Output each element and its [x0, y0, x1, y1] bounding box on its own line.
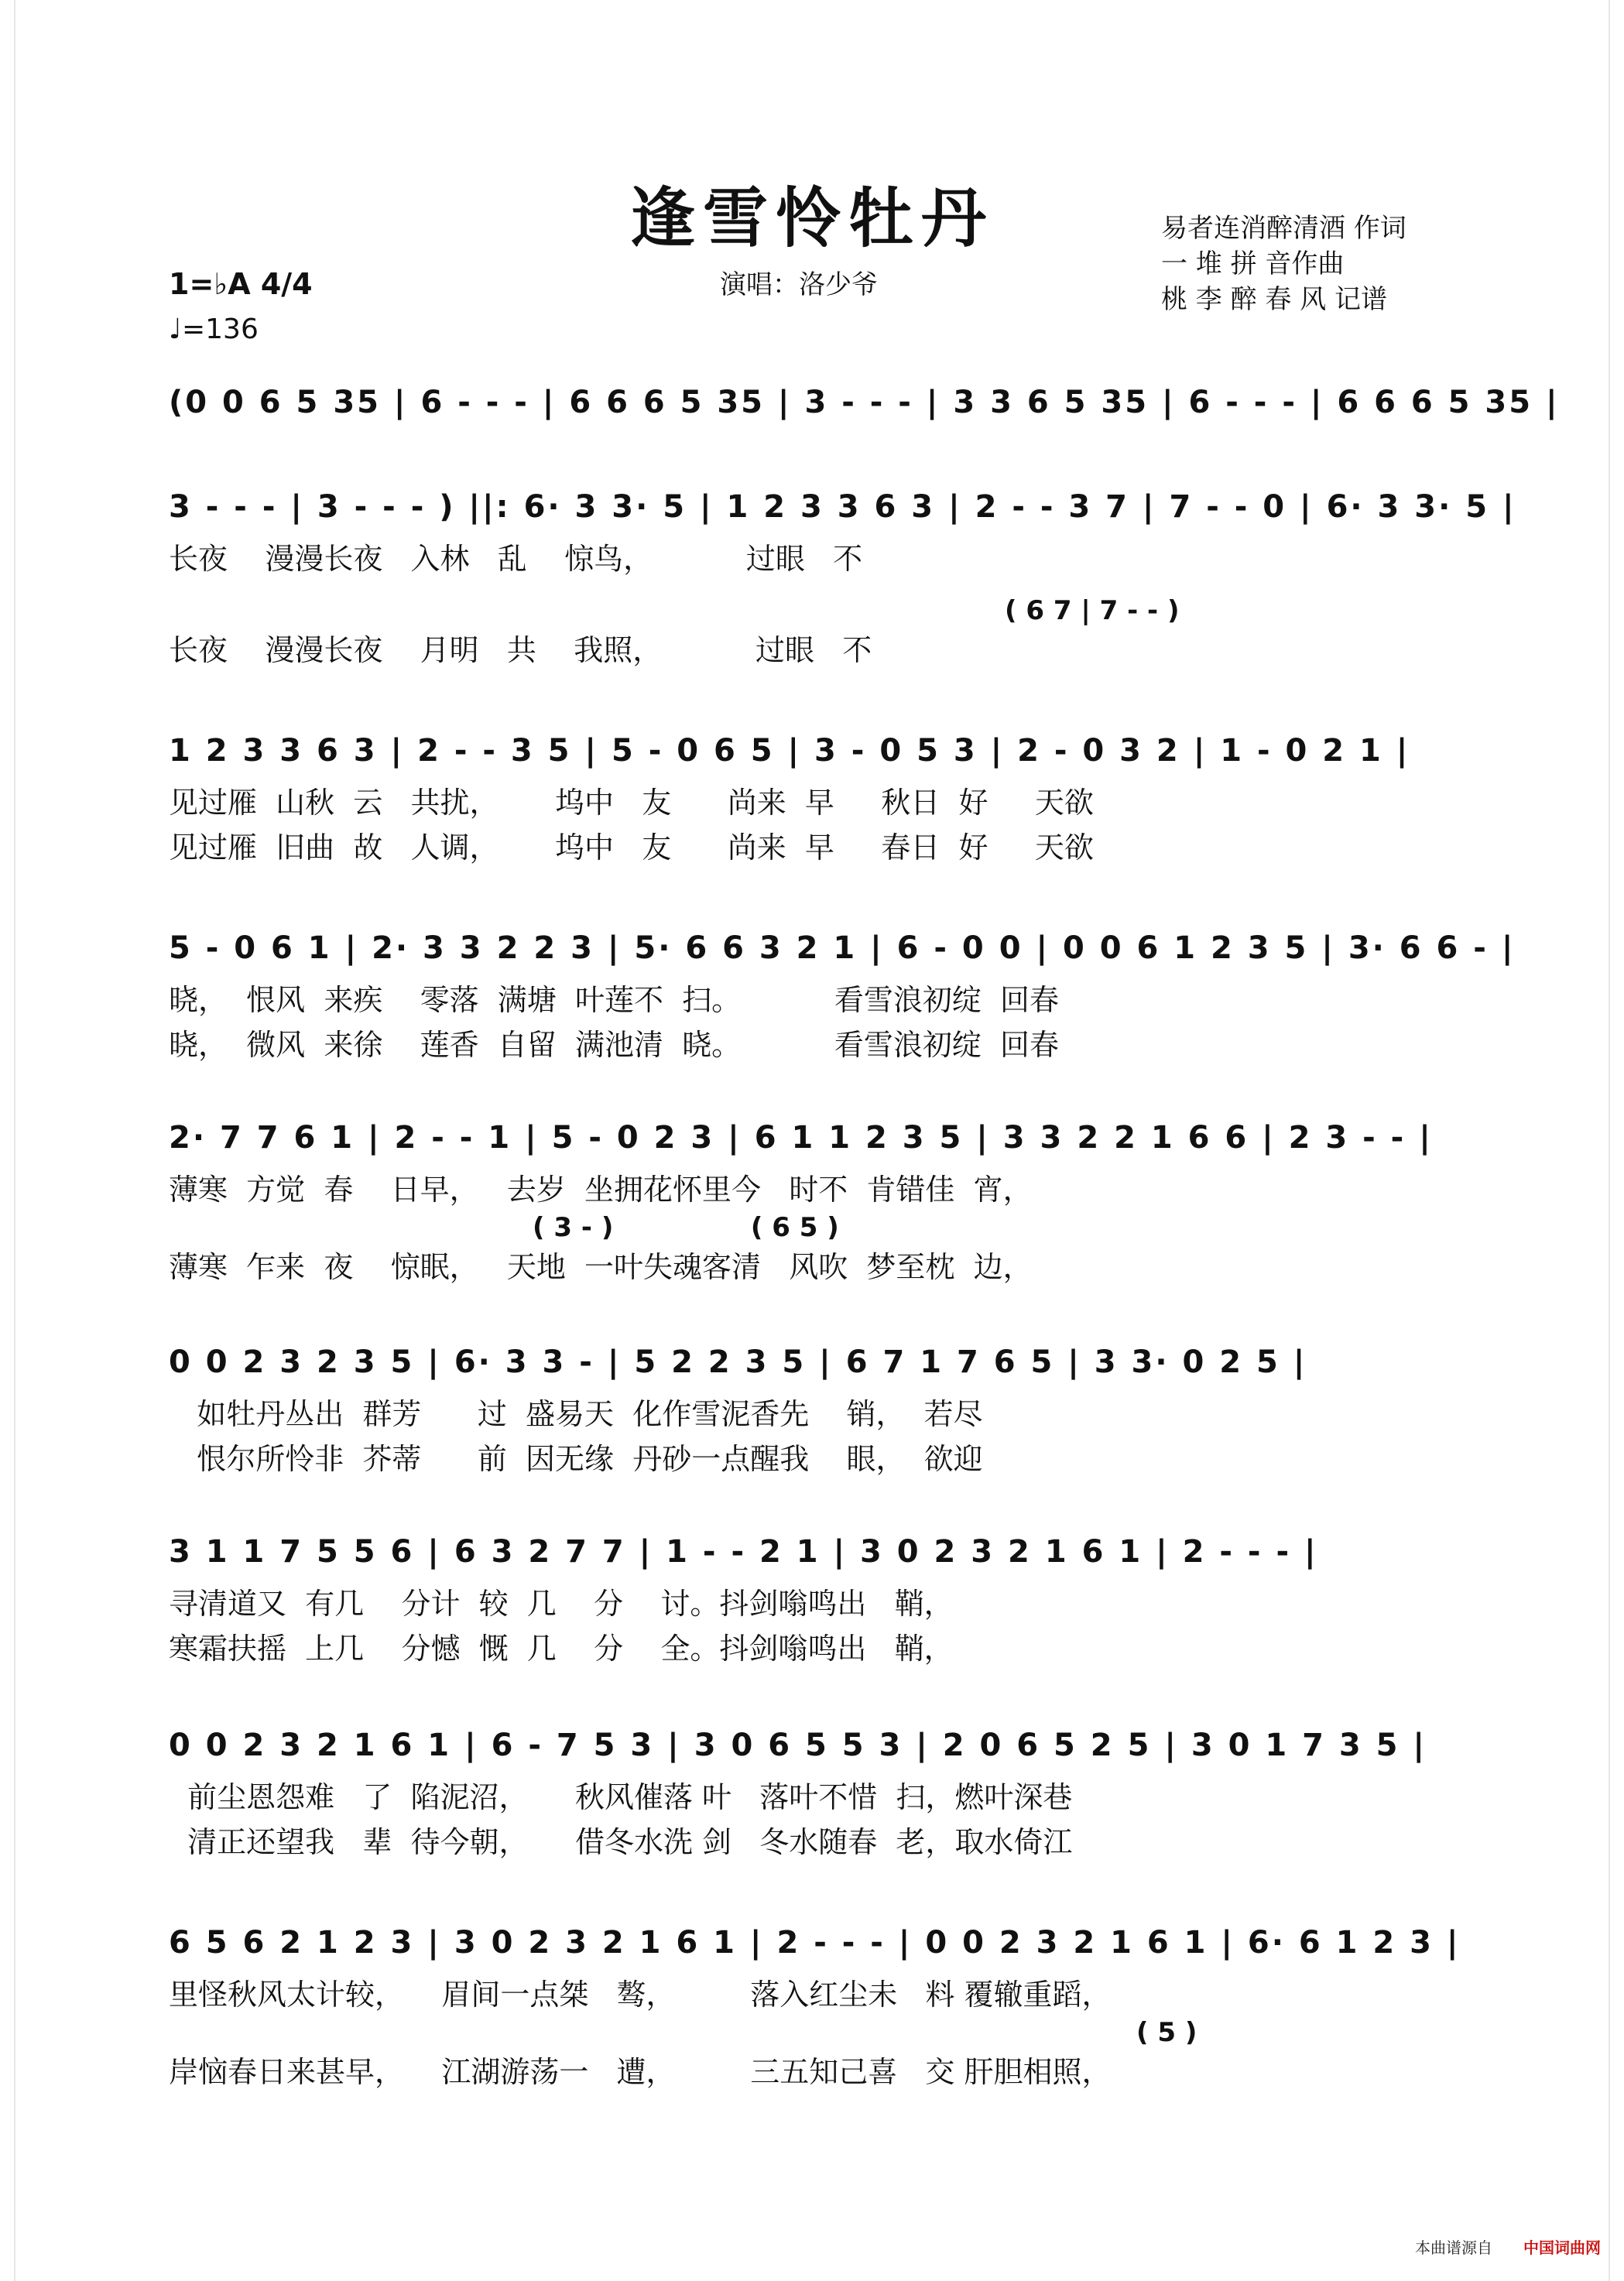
lyric-verse-2: 晓， 微风 来徐 莲香 自留 满池清 晓。 看雪浪初绽 回春	[169, 1028, 1060, 1062]
lyric-verse-1: 见过雁 山秋 云 共扰， 坞中 友 尚来 早 秋日 好 天欲	[169, 786, 1094, 820]
notation-line: 5 - 0 6 1 | 2· 3 3 2 2 3 | 5· 6 6 3 2 1 | 6 - 0 0 | 0 0 6 1 2 3 5 | 3· 6 6 - |	[169, 930, 1516, 966]
lyric-verse-1: 薄寒 方觉 春 日早， 去岁 坐拥花怀里今 时不 肯错佳 宵，	[169, 1173, 1033, 1207]
source-label: 本曲谱源自	[1415, 2238, 1492, 2257]
credits-block	[1161, 211, 1486, 317]
notation-line: 1 2 3 3 6 3 | 2 - - 3 5 | 5 - 0 6 5 | 3 - 0 5 3 | 2 - 0 3 2 | 1 - 0 2 1 |	[169, 733, 1410, 769]
left-margin-strip	[0, 0, 15, 2281]
song-title: 逢雪怜牡丹	[629, 180, 994, 256]
lyric-verse-1: 长夜 漫漫长夜 入林 乱 惊鸟， 过眼 不	[169, 542, 863, 576]
composer-credit: 一 堆 拼 音作曲	[1161, 248, 1345, 279]
lyric-verse-1: 里怪秋风太计较， 眉间一点桀 骜， 落入红尘未 料 覆辙重蹈，	[169, 1978, 1112, 2012]
notation-line: 0 0 2 3 2 3 5 | 6· 3 3 - | 5 2 2 3 5 | 6 7 1 7 6 5 | 3 3· 0 2 5 |	[169, 1344, 1307, 1380]
notation-line: 3 - - - | 3 - - - ) ||: 6· 3 3· 5 | 1 2 3 3 6 3 | 2 - - 3 7 | 7 - - 0 | 6· 3 3· 5 |	[169, 489, 1516, 525]
alternate-notes: ( 5 )	[1136, 2017, 1197, 2048]
notation-line: (0 0 6 5 35 | 6 - - - | 6 6 6 5 35 | 3 - - - | 3 3 6 5 35 | 6 - - - | 6 6 6 5 35 |	[169, 385, 1560, 420]
singer-credit: 演唱：洛少爷	[720, 269, 878, 300]
notation-line: 6 5 6 2 1 2 3 | 3 0 2 3 2 1 6 1 | 2 - - - | 0 0 2 3 2 1 6 1 | 6· 6 1 2 3 |	[169, 1925, 1461, 1961]
lyric-verse-2: 长夜 漫漫长夜 月明 共 我照， 过眼 不	[169, 633, 872, 667]
lyric-verse-2: 清正还望我 辈 待今朝， 借冬水洗 剑 冬水随春 老，取水倚江	[169, 1825, 1073, 1859]
lyric-verse-2: 岸恼春日来甚早， 江湖游荡一 遭， 三五知己喜 交 肝胆相照，	[169, 2055, 1112, 2089]
notation-line: 0 0 2 3 2 1 6 1 | 6 - 7 5 3 | 3 0 6 5 5 3 | 2 0 6 5 2 5 | 3 0 1 7 3 5 |	[169, 1728, 1427, 1763]
alternate-notes: ( 3 - ) ( 6 5 )	[533, 1212, 839, 1243]
key-signature: 1=♭A 4/4	[169, 267, 313, 301]
lyric-verse-1: 寻清道又 有几 分计 较 几 分 讨。抖剑嗡鸣出 鞘，	[169, 1587, 954, 1621]
notation-line: 3 1 1 7 5 5 6 | 6 3 2 7 7 | 1 - - 2 1 | 3 0 2 3 2 1 6 1 | 2 - - - |	[169, 1534, 1318, 1570]
transcriber-credit: 桃 李 醉 春 风 记谱	[1161, 284, 1388, 315]
lyric-verse-1: 晓， 恨风 来疾 零落 满塘 叶莲不 扫。 看雪浪初绽 回春	[169, 983, 1060, 1017]
alternate-notes: ( 6 7 | 7 - - )	[1005, 595, 1180, 626]
lyric-verse-1: 如牡丹丛出 群芳 过 盛易天 化作雪泥香先 销， 若尽	[169, 1397, 983, 1431]
notation-line: 2· 7 7 6 1 | 2 - - 1 | 5 - 0 2 3 | 6 1 1 2 3 5 | 3 3 2 2 1 6 6 | 2 3 - - |	[169, 1120, 1433, 1156]
lyric-verse-2: 寒霜扶摇 上几 分憾 慨 几 分 全。抖剑嗡鸣出 鞘，	[169, 1632, 954, 1666]
lyric-verse-2: 见过雁 旧曲 故 人调， 坞中 友 尚来 早 春日 好 天欲	[169, 831, 1094, 865]
lyric-verse-2: 薄寒 乍来 夜 惊眠， 天地 一叶失魂客清 风吹 梦至枕 边，	[169, 1250, 1033, 1284]
lyricist-credit: 易者连消醉清酒 作词	[1161, 213, 1406, 244]
right-margin-strip	[1609, 0, 1624, 2281]
lyric-verse-2: 恨尔所怜非 芥蒂 前 因无缘 丹砂一点醒我 眼， 欲迎	[169, 1442, 983, 1476]
tempo-marking: ♩=136	[169, 313, 259, 345]
source-site-link[interactable]: 中国词曲网	[1523, 2238, 1601, 2257]
lyric-verse-1: 前尘恩怨难 了 陷泥沼， 秋风催落 叶 落叶不惜 扫，燃叶深巷	[169, 1780, 1073, 1814]
